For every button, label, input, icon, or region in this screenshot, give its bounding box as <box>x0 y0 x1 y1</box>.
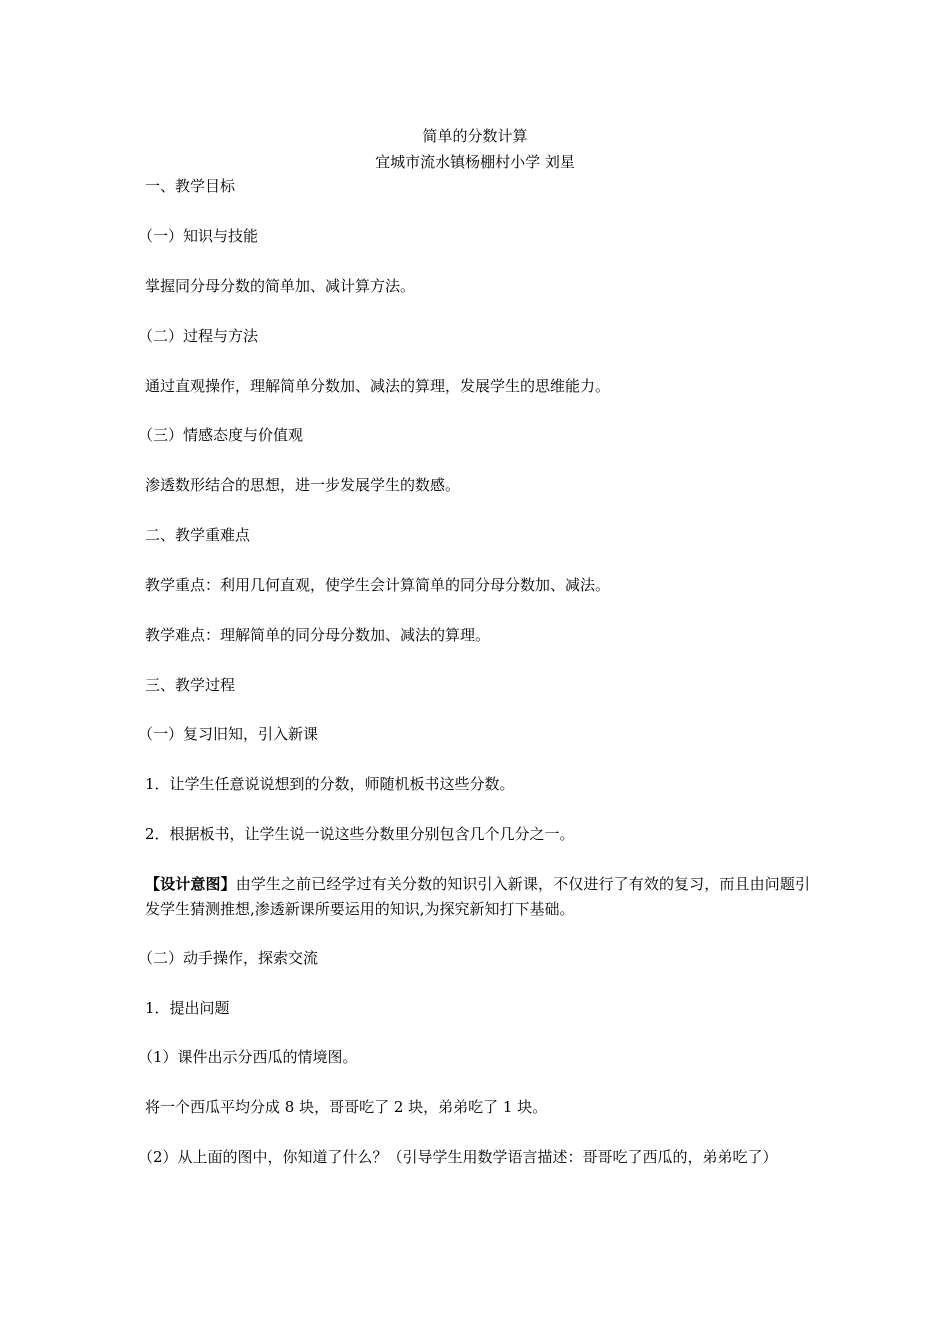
paragraph: 通过直观操作，理解简单分数加、减法的算理，发展学生的思维能力。 <box>145 377 611 395</box>
design-intent-text: 由学生之前已经学过有关分数的知识引入新课，不仅进行了有效的复习，而且由问题引发学生猜测推想,渗透新课所要运用的知识,为探究新知打下基础。 <box>145 875 810 918</box>
paragraph: 掌握同分母分数的简单加、减计算方法。 <box>145 277 416 295</box>
document-title: 简单的分数计算 <box>422 127 528 145</box>
document-subtitle: 宜城市流水镇杨棚村小学 刘星 <box>375 153 575 171</box>
paragraph: 1．提出问题 <box>145 999 230 1017</box>
subsection-heading: （二）动手操作，探索交流 <box>138 949 319 967</box>
subsection-heading: （一）复习旧知，引入新课 <box>138 725 319 743</box>
section-heading: 二、教学重难点 <box>145 526 251 544</box>
section-heading: 三、教学过程 <box>145 676 236 694</box>
paragraph: 2．根据板书，让学生说一说这些分数里分别包含几个几分之一。 <box>145 825 575 843</box>
design-intent-label: 【设计意图】 <box>145 875 236 893</box>
paragraph: 1．让学生任意说说想到的分数，师随机板书这些分数。 <box>145 775 515 793</box>
design-intent-paragraph <box>145 872 810 922</box>
paragraph: 教学难点：理解简单的同分母分数加、减法的算理。 <box>145 626 491 644</box>
paragraph: （2）从上面的图中，你知道了什么？（引导学生用数学语言描述：哥哥吃了西瓜的，弟弟吃了） <box>138 1148 778 1166</box>
subsection-heading: （一）知识与技能 <box>138 227 259 245</box>
paragraph: 教学重点：利用几何直观，使学生会计算简单的同分母分数加、减法。 <box>145 576 611 594</box>
paragraph: 渗透数形结合的思想，进一步发展学生的数感。 <box>145 476 461 494</box>
paragraph: （1）课件出示分西瓜的情境图。 <box>138 1048 358 1066</box>
subsection-heading: （二）过程与方法 <box>138 327 259 345</box>
paragraph: 将一个西瓜平均分成 8 块，哥哥吃了 2 块，弟弟吃了 1 块。 <box>145 1098 548 1116</box>
section-heading: 一、教学目标 <box>145 177 236 195</box>
subsection-heading: （三）情感态度与价值观 <box>138 426 304 444</box>
